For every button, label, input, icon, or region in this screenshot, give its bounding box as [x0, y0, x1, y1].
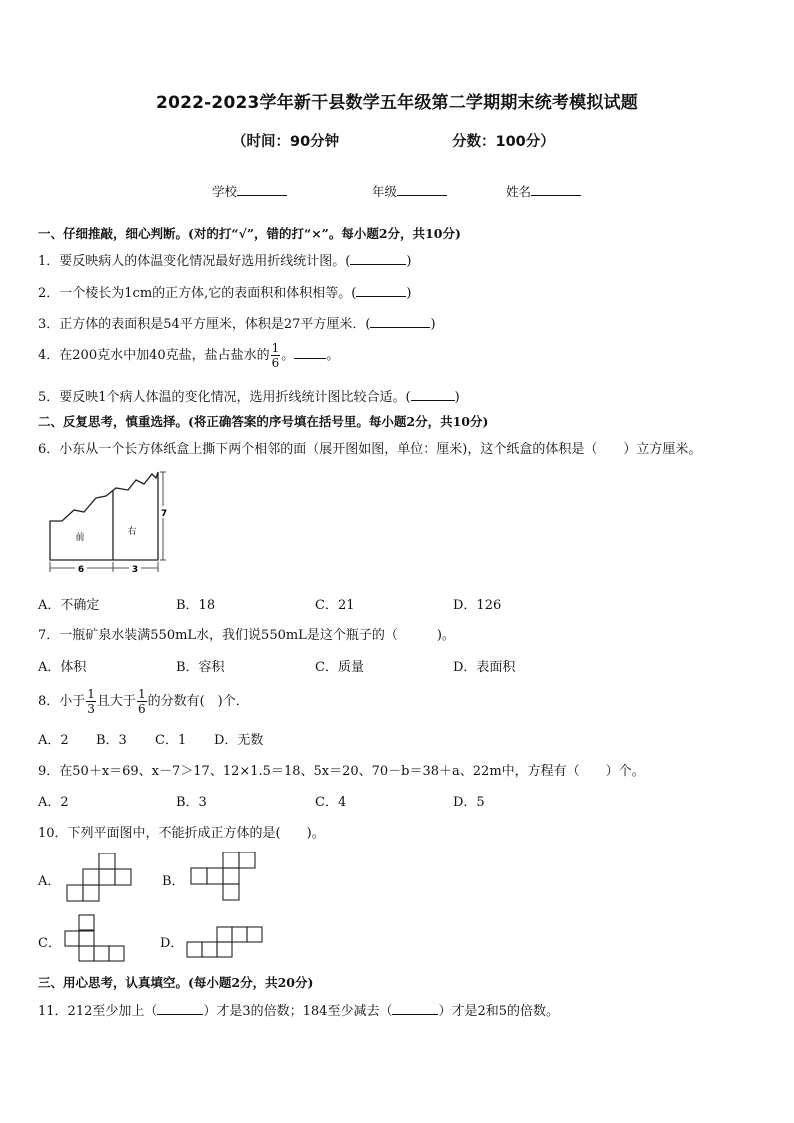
fraction-denominator: 6: [271, 356, 280, 370]
question-1: [38, 250, 411, 269]
answer-blank-2: [356, 285, 406, 297]
q6-option-a: A．不确定: [38, 598, 100, 613]
q6-option-d: D．126: [453, 598, 502, 613]
answer-blank-1: [350, 253, 406, 265]
question-4-period: 。: [281, 348, 295, 363]
question-8: [38, 688, 249, 715]
answer-blank-5: [411, 389, 455, 401]
width-a-label: 6: [77, 565, 85, 575]
question-4-text: 4．在200克水中加40克盐，盐占盐水的: [38, 348, 270, 363]
torn-box-outline: [50, 472, 158, 560]
q8-option-a: A．2: [38, 733, 69, 748]
question-2-text: 2．一个棱长为1cm的正方体,它的表面积和体积相等。(: [38, 286, 357, 301]
fraction-numerator: 1: [271, 341, 280, 355]
name-label: 姓名: [506, 184, 532, 199]
fraction-denominator: 6: [137, 702, 146, 716]
q10-option-a: A．: [38, 874, 61, 889]
question-11-text-b: ）才是3的倍数；184至少减去（: [203, 1004, 393, 1019]
section3-title: 三、用心思考，认真填空。(每小题2分，共20分): [38, 975, 314, 990]
question-6: 6．小东从一个长方体纸盒上撕下两个相邻的面（展开图如图，单位：厘米)，这个纸盒的体积是（ ）立方厘米。: [38, 442, 702, 457]
answer-blank-3: [370, 316, 430, 328]
question-10: 10．下列平面图中，不能折成正方体的是( )。: [38, 826, 325, 841]
q8-option-d: D．无数: [214, 733, 264, 748]
question-11-text-c: ）才是2和5的倍数。: [438, 1004, 559, 1019]
name-blank: [531, 184, 581, 196]
q7-option-b: B．容积: [176, 660, 225, 675]
question-3: [38, 313, 436, 332]
question-7: 7．一瓶矿泉水装满550mL水，我们说550mL是这个瓶子的（ )。: [38, 628, 455, 643]
unfolded-box-figure: [40, 466, 170, 578]
question-1-text: 1．要反映病人的体温变化情况最好选用折线统计图。(: [38, 254, 351, 269]
q6-option-c: C．21: [315, 598, 355, 613]
score-label: 分数：100分）: [452, 134, 555, 150]
question-2-close: ): [406, 286, 412, 301]
front-face-label: 前: [75, 533, 85, 543]
question-9: 9．在50＋x＝69、x－7＞17、12×1.5＝18、5x＝20、70－b＝38＋a、22m中，方程有（ ）个。: [38, 764, 645, 779]
q8-option-b: B．3: [96, 733, 127, 748]
answer-blank-4: [294, 347, 326, 359]
fraction-one-sixth: [137, 688, 147, 715]
q10-option-d: D．: [160, 936, 184, 951]
fraction-numerator: 1: [137, 687, 146, 701]
page-title: 2022-2023学年新干县数学五年级第二学期期末统考模拟试题: [156, 93, 638, 113]
question-5-text: 5．要反映1个病人体温的变化情况，选用折线统计图比较合适。(: [38, 390, 411, 405]
question-8-text-mid: 且大于: [96, 694, 136, 709]
question-11-text-a: 11．212至少加上（: [38, 1004, 158, 1019]
name-field: [506, 182, 581, 200]
q7-option-a: A．体积: [38, 660, 87, 675]
height-label: 7: [160, 509, 168, 519]
answer-blank-11a: [157, 1003, 203, 1015]
question-5: [38, 386, 460, 405]
cube-net-c: [64, 914, 128, 964]
question-2: [38, 282, 411, 301]
q10-option-b: B．: [162, 874, 185, 889]
school-label: 学校: [212, 184, 238, 199]
cube-net-b: [190, 852, 256, 902]
school-field: [212, 182, 287, 200]
cube-net-a: [66, 853, 132, 903]
fraction-one-third: [86, 688, 96, 715]
question-8-text-post: 的分数有( )个．: [147, 694, 249, 709]
q10-option-c: C．: [38, 936, 61, 951]
question-3-text: 3．正方体的表面积是54平方厘米，体积是27平方厘米．(: [38, 317, 371, 332]
q9-option-b: B．3: [176, 795, 207, 810]
right-face-label: 右: [127, 527, 137, 537]
q9-option-c: C．4: [315, 795, 347, 810]
section1-title: 一、仔细推敲，细心判断。(对的打“√”，错的打“×”。每小题2分，共10分): [38, 226, 461, 241]
fraction-numerator: 1: [87, 687, 95, 701]
cube-net-d: [186, 926, 266, 960]
q6-option-b: B．18: [176, 598, 216, 613]
width-b-label: 3: [131, 565, 139, 575]
school-blank: [237, 184, 287, 196]
fraction-one-sixth: [271, 342, 281, 369]
q7-option-d: D．表面积: [453, 660, 516, 675]
grade-blank: [397, 184, 447, 196]
section2-title: 二、反复思考，慎重选择。(将正确答案的序号填在括号里。每小题2分，共10分): [38, 414, 489, 429]
grade-field: [372, 182, 447, 200]
q9-option-a: A．2: [38, 795, 69, 810]
grade-label: 年级: [372, 184, 398, 199]
question-4: [38, 342, 339, 369]
question-8-text-pre: 8．小于: [38, 694, 86, 709]
q7-option-c: C．质量: [315, 660, 364, 675]
question-1-close: ): [406, 254, 412, 269]
question-11: [38, 1000, 559, 1019]
question-4-end: 。: [326, 348, 340, 363]
q8-option-c: C．1: [155, 733, 187, 748]
q9-option-d: D．5: [453, 795, 485, 810]
fraction-denominator: 3: [87, 702, 95, 716]
answer-blank-11b: [392, 1003, 438, 1015]
question-5-close: ): [454, 390, 460, 405]
question-3-close: ): [430, 317, 436, 332]
time-label: （时间：90分钟: [232, 134, 340, 150]
